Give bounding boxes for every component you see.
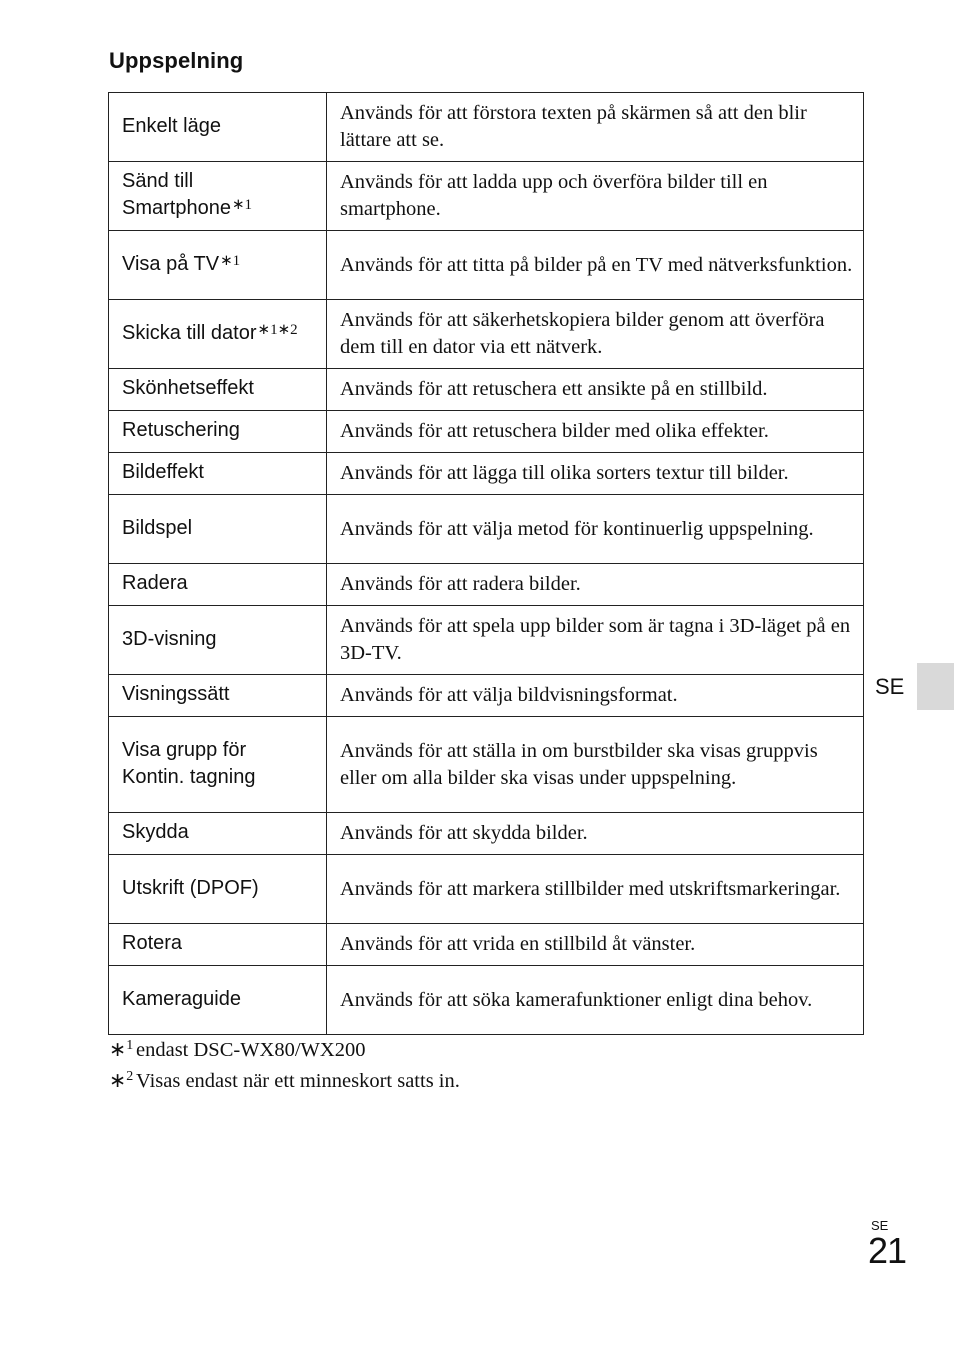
description-cell: Används för att retuschera ett ansikte på en stillbild.: [327, 369, 864, 411]
table-row: [109, 966, 864, 1035]
description-cell: Används för att välja metod för kontinuerlig uppspelning.: [327, 495, 864, 564]
term-label: Kameraguide: [122, 987, 241, 1010]
description-cell: Används för att markera stillbilder med utskriftsmarkeringar.: [327, 855, 864, 924]
table-row: [109, 231, 864, 300]
table-row: [109, 675, 864, 717]
term-label: Sänd till Smartphone: [122, 170, 231, 219]
table-row: [109, 717, 864, 813]
table-row: [109, 924, 864, 966]
term-label: Enkelt läge: [122, 114, 221, 137]
footnote-text: endast DSC-WX80/WX200: [136, 1039, 366, 1061]
description-cell: Används för att förstora texten på skärmen så att den blir lättare att se.: [327, 93, 864, 162]
page-language-code: SE: [871, 1218, 889, 1233]
page-number: 21: [868, 1230, 907, 1271]
table-row: [109, 93, 864, 162]
footnote-marker: [109, 1036, 136, 1067]
table-row: [109, 300, 864, 369]
term-label: Utskrift (DPOF): [122, 876, 259, 899]
term-cell: [109, 855, 327, 924]
term-cell: [109, 924, 327, 966]
footnote-2: [109, 1067, 460, 1098]
term-cell: [109, 966, 327, 1035]
description-cell: Används för att radera bilder.: [327, 564, 864, 606]
footnote-marker: [109, 1067, 136, 1098]
term-label: Retuschering: [122, 419, 240, 441]
description-cell: Används för att säkerhetskopiera bilder genom att överföra dem till en dator via ett nätverk.: [327, 300, 864, 369]
term-cell: [109, 453, 327, 495]
playback-menu-table: [108, 92, 864, 1035]
footnote-mark: ∗1∗2: [257, 321, 298, 338]
description-cell: Används för att titta på bilder på en TV med nätverksfunktion.: [327, 231, 864, 300]
footnote-number: 2: [126, 1069, 134, 1084]
table-row: [109, 162, 864, 231]
term-label: Rotera: [122, 932, 183, 954]
description-cell: Används för att välja bildvisningsformat.: [327, 675, 864, 717]
term-cell: [109, 411, 327, 453]
term-cell: [109, 162, 327, 231]
footnote-star: ∗: [109, 1039, 127, 1061]
table-body: [109, 93, 864, 1035]
description-cell: Används för att lägga till olika sorters textur till bilder.: [327, 453, 864, 495]
term-label: Bildeffekt: [122, 461, 204, 483]
description-cell: Används för att ställa in om burstbilder ska visas gruppvis eller om alla bilder ska visas under uppspelning.: [327, 717, 864, 813]
language-side-label: SE: [875, 674, 905, 699]
table-row: [109, 411, 864, 453]
description-cell: Används för att skydda bilder.: [327, 813, 864, 855]
table-row: [109, 453, 864, 495]
description-cell: Används för att söka kamerafunktioner enligt dina behov.: [327, 966, 864, 1035]
table-row: [109, 564, 864, 606]
footnotes: [109, 1036, 460, 1098]
description-cell: Används för att vrida en stillbild åt vänster.: [327, 924, 864, 966]
term-label: Visa grupp för Kontin. tagning: [122, 738, 256, 788]
table-row: [109, 813, 864, 855]
footnote-mark: ∗1: [231, 197, 253, 213]
term-cell: [109, 564, 327, 606]
term-label: Bildspel: [122, 516, 193, 539]
term-label: Visa på TV: [122, 252, 220, 275]
description-cell: Används för att ladda upp och överföra bilder till en smartphone.: [327, 162, 864, 231]
term-label: Skönhetseffekt: [122, 377, 254, 399]
table-row: [109, 606, 864, 675]
language-side-tab: [917, 663, 954, 710]
footnote-1: [109, 1036, 460, 1067]
term-label: 3D-visning: [122, 627, 217, 650]
term-cell: [109, 675, 327, 717]
term-cell: [109, 813, 327, 855]
term-label: Skicka till dator: [122, 321, 257, 344]
table-row: [109, 369, 864, 411]
section-title: Uppspelning: [109, 48, 244, 73]
footnote-text: Visas endast när ett minneskort satts in.: [136, 1070, 460, 1092]
description-cell: Används för att retuschera bilder med olika effekter.: [327, 411, 864, 453]
table-row: [109, 495, 864, 564]
description-cell: Används för att spela upp bilder som är tagna i 3D-läget på en 3D-TV.: [327, 606, 864, 675]
term-label: Skydda: [122, 821, 189, 843]
footnote-star: ∗: [109, 1070, 127, 1092]
table-row: [109, 855, 864, 924]
term-cell: [109, 495, 327, 564]
footnote-mark: ∗1: [220, 252, 241, 269]
term-cell: [109, 231, 327, 300]
term-cell: [109, 369, 327, 411]
term-label: Visningssätt: [122, 683, 230, 705]
term-cell: [109, 606, 327, 675]
term-label: Radera: [122, 572, 188, 594]
term-cell: [109, 93, 327, 162]
term-cell: [109, 300, 327, 369]
term-cell: [109, 717, 327, 813]
footnote-number: 1: [126, 1038, 134, 1053]
